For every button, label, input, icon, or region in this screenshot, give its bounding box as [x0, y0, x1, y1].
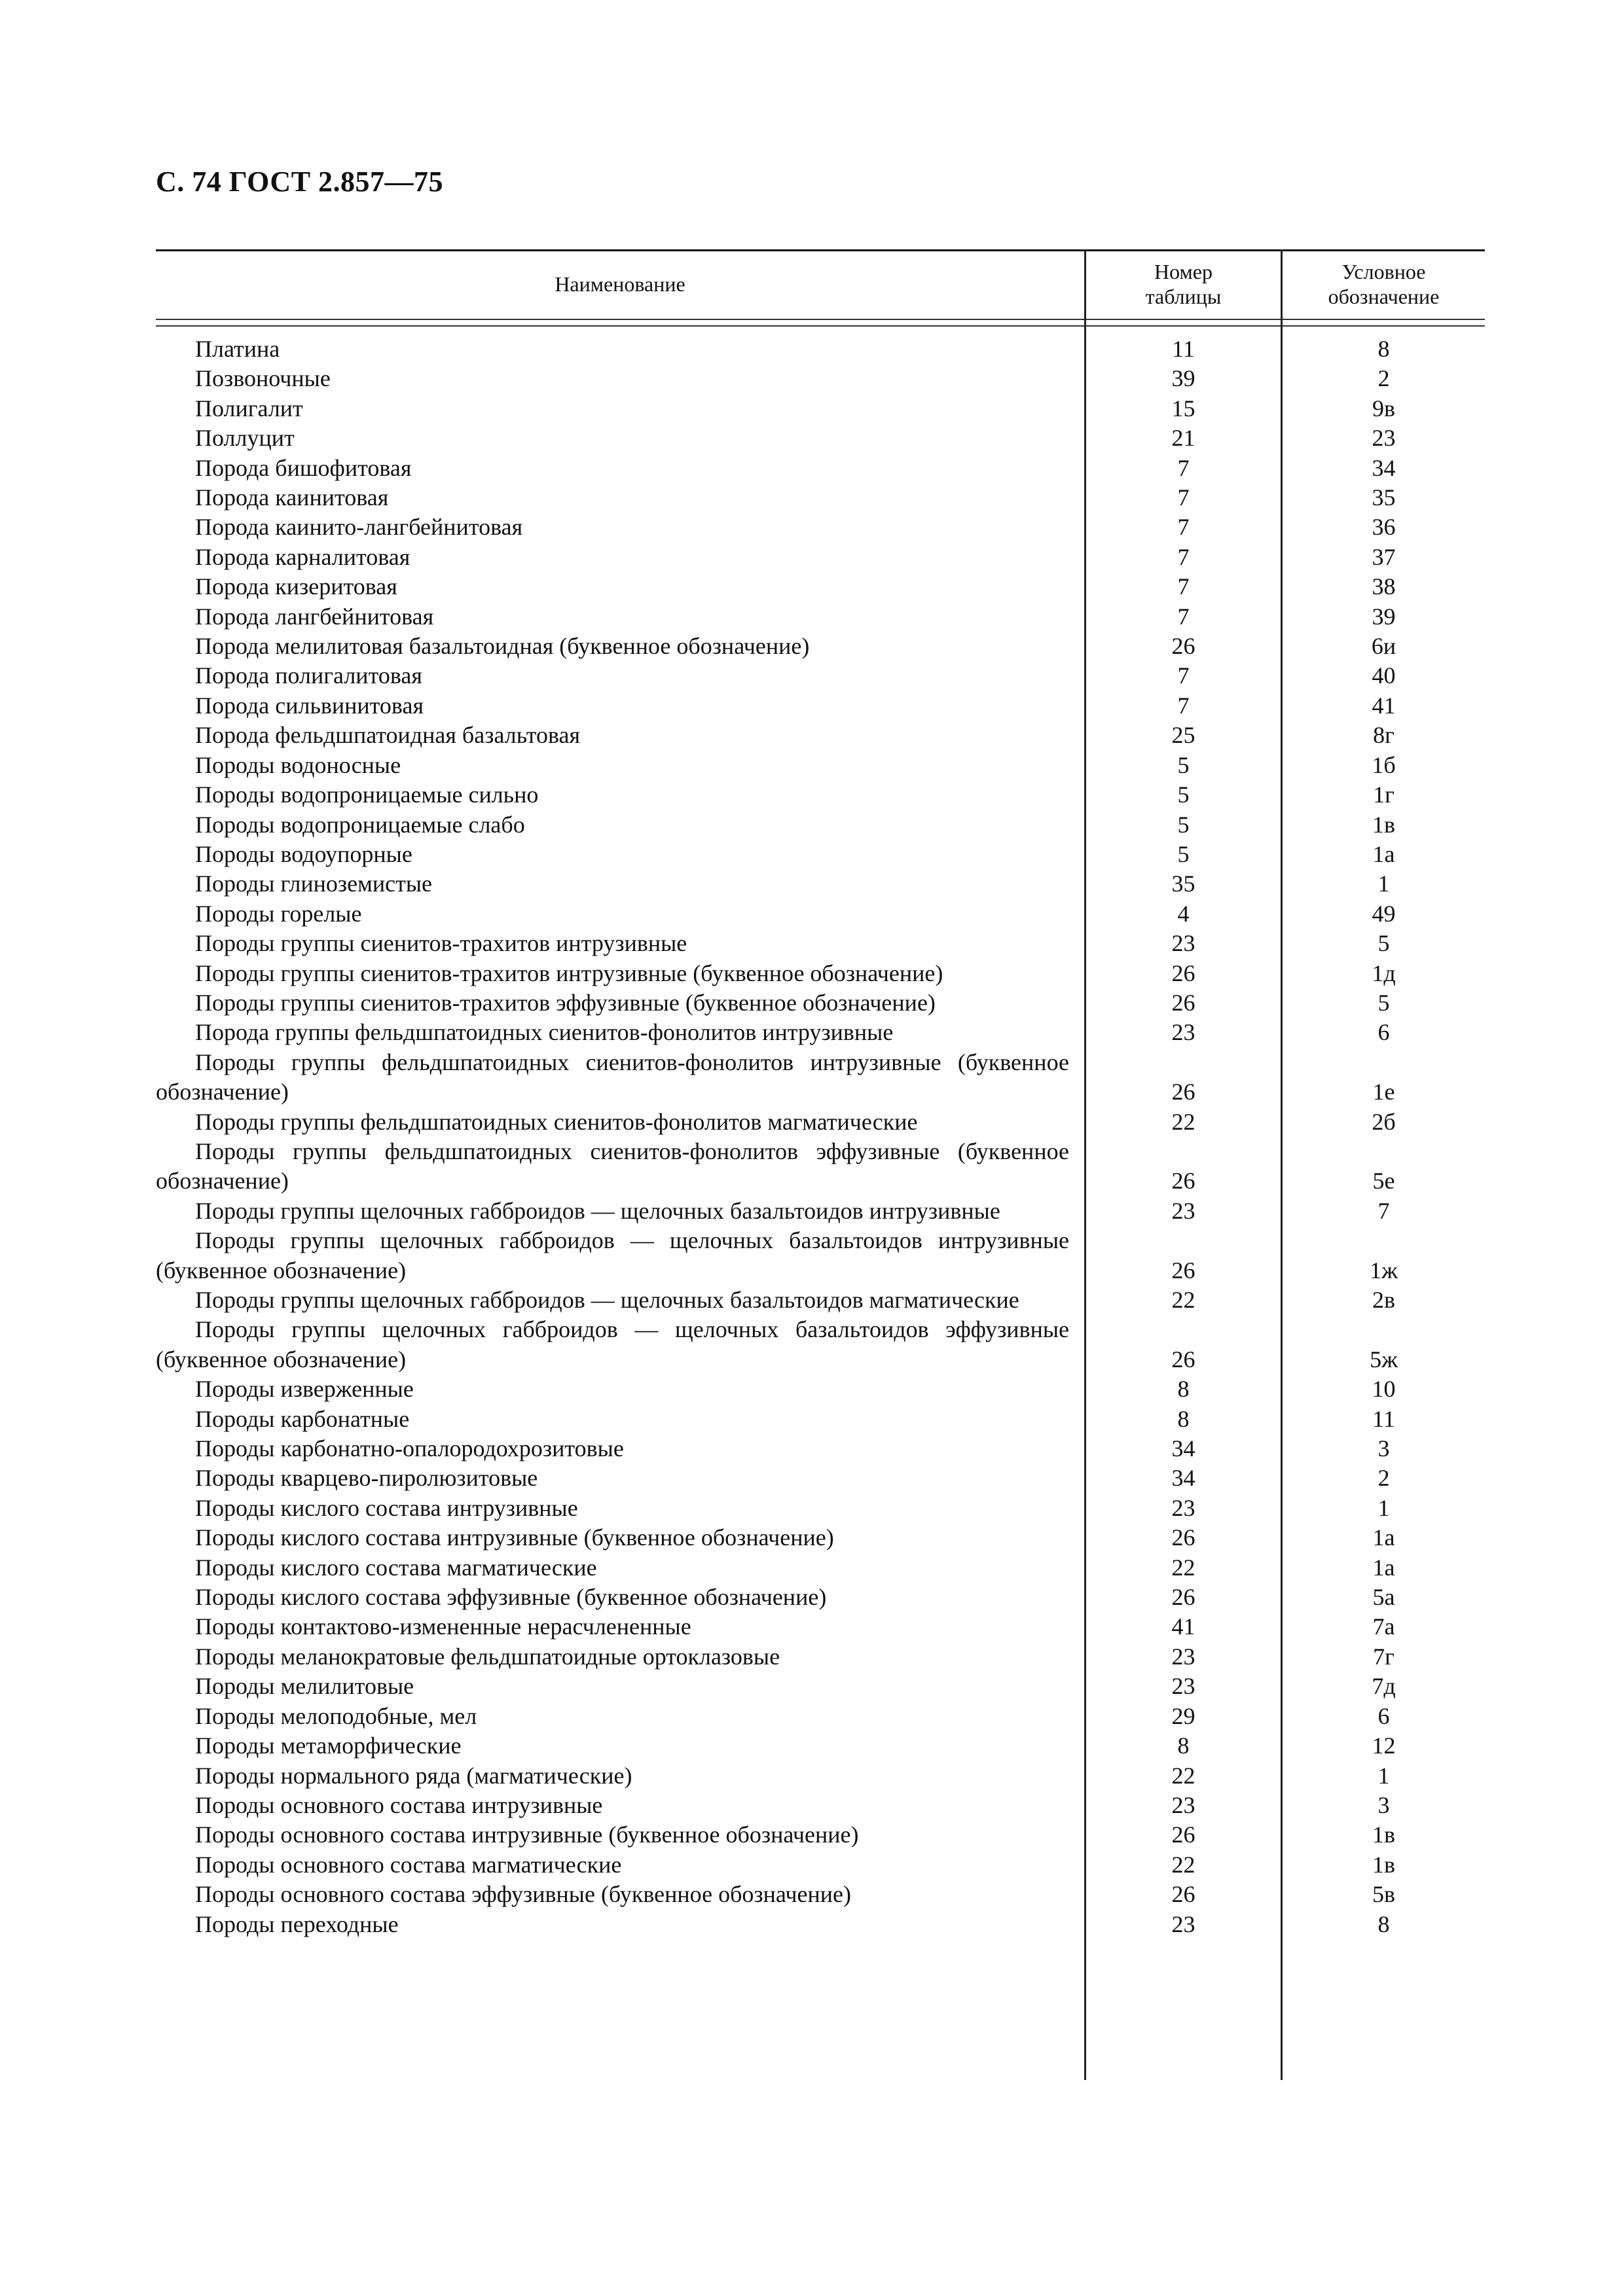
table-row — [156, 1910, 1485, 1939]
table-row — [156, 751, 1485, 780]
row-table-number: 41 — [1171, 1613, 1195, 1640]
row-table-number: 25 — [1171, 722, 1195, 749]
row-symbol: 5а — [1372, 1584, 1395, 1611]
row-name: Породы группы фельдшпатоидных сиенитов-фонолитов эффузивные (буквенное обозначение) — [156, 1138, 1069, 1194]
table-row — [156, 1820, 1485, 1850]
row-table-number: 34 — [1171, 1435, 1195, 1462]
row-table-number: 7 — [1177, 603, 1190, 630]
table-row — [156, 423, 1485, 453]
row-symbol: 36 — [1372, 514, 1396, 541]
row-symbol: 1д — [1372, 960, 1396, 986]
row-table-number: 26 — [1171, 1079, 1195, 1105]
row-symbol: 7г — [1373, 1643, 1395, 1670]
table-row — [156, 1583, 1485, 1612]
row-name: Породы карбонатно-опалородохрозитовые — [195, 1435, 624, 1462]
row-table-number: 23 — [1171, 1791, 1195, 1818]
row-name: Полигалит — [195, 395, 303, 422]
row-symbol: 5в — [1372, 1881, 1395, 1908]
row-name: Породы глиноземистые — [195, 870, 433, 897]
table-row — [156, 1523, 1485, 1552]
row-name: Породы кислого состава интрузивные (буквенное обозначение) — [195, 1524, 834, 1551]
header-rule-upper — [156, 319, 1485, 320]
row-symbol: 5е — [1372, 1168, 1395, 1194]
table-row — [156, 1315, 1485, 1374]
row-name: Порода каинитовая — [195, 484, 389, 511]
row-symbol: 1в — [1372, 1851, 1395, 1878]
row-name: Порода полигалитовая — [195, 662, 422, 689]
table-row — [156, 1374, 1485, 1404]
row-table-number: 8 — [1177, 1376, 1190, 1403]
column-header-table-number-line1: Номер — [1154, 260, 1213, 283]
row-symbol: 11 — [1372, 1405, 1395, 1432]
row-symbol: 40 — [1372, 662, 1396, 689]
column-header-name-label: Наименование — [555, 272, 685, 296]
row-name: Порода мелилитовая базальтоидная (буквенное обозначение) — [195, 633, 810, 660]
row-symbol: 1е — [1372, 1079, 1395, 1105]
row-symbol: 7 — [1377, 1197, 1390, 1224]
row-table-number: 23 — [1171, 1494, 1195, 1521]
table-row — [156, 483, 1485, 512]
table-row — [156, 899, 1485, 929]
table-row — [156, 602, 1485, 632]
table-row — [156, 1018, 1485, 1047]
row-symbol: 1а — [1372, 1554, 1395, 1581]
row-table-number: 26 — [1171, 633, 1195, 660]
row-symbol: 10 — [1372, 1376, 1396, 1403]
row-table-number: 35 — [1171, 870, 1195, 897]
row-symbol: 6и — [1371, 633, 1396, 660]
row-table-number: 22 — [1171, 1108, 1195, 1135]
row-name: Породы карбонатные — [195, 1405, 410, 1432]
row-name: Породы группы фельдшпатоидных сиенитов-фонолитов интрузивные (буквенное обозначение) — [156, 1049, 1069, 1105]
row-table-number: 4 — [1177, 900, 1190, 927]
row-symbol: 49 — [1372, 900, 1396, 927]
table-row — [156, 512, 1485, 542]
row-table-number: 26 — [1171, 1821, 1195, 1848]
column-header-symbol — [1283, 249, 1485, 319]
table-row — [156, 869, 1485, 899]
row-symbol: 2в — [1372, 1287, 1395, 1313]
row-name: Породы водопроницаемые слабо — [195, 811, 525, 838]
column-header-name — [156, 249, 1084, 319]
row-table-number: 21 — [1171, 425, 1195, 452]
row-name: Породы группы сиенитов-трахитов интрузивные (буквенное обозначение) — [195, 960, 943, 986]
table-row — [156, 1137, 1485, 1196]
row-symbol: 6 — [1377, 1702, 1390, 1729]
row-name: Породы метаморфические — [195, 1732, 462, 1759]
row-name: Породы кислого состава эффузивные (буквенное обозначение) — [195, 1584, 827, 1611]
row-symbol: 12 — [1372, 1732, 1396, 1759]
table-row — [156, 780, 1485, 810]
row-table-number: 8 — [1177, 1732, 1190, 1759]
column-header-symbol-line1: Условное — [1341, 260, 1426, 283]
row-name: Породы водоносные — [195, 751, 401, 778]
row-symbol: 1 — [1377, 1762, 1390, 1789]
table-row — [156, 364, 1485, 393]
row-symbol: 38 — [1372, 573, 1396, 600]
table-row — [156, 1672, 1485, 1701]
row-table-number: 26 — [1171, 1881, 1195, 1908]
table-row — [156, 1405, 1485, 1434]
row-table-number: 22 — [1171, 1554, 1195, 1581]
table-row — [156, 543, 1485, 572]
row-symbol: 1ж — [1370, 1257, 1398, 1283]
row-table-number: 7 — [1177, 543, 1190, 570]
row-table-number: 23 — [1171, 930, 1195, 957]
table-row — [156, 959, 1485, 988]
table-row — [156, 1494, 1485, 1523]
table-row — [156, 1880, 1485, 1909]
table-row — [156, 1642, 1485, 1672]
table-row — [156, 1761, 1485, 1791]
row-table-number: 11 — [1172, 336, 1195, 362]
table-row — [156, 1048, 1485, 1107]
row-name: Порода карналитовая — [195, 543, 410, 570]
page-header: С. 74 ГОСТ 2.857—75 — [156, 166, 444, 198]
row-name: Породы основного состава интрузивные (буквенное обозначение) — [195, 1821, 859, 1848]
row-name: Порода сильвинитовая — [195, 692, 424, 719]
table-row — [156, 929, 1485, 958]
row-symbol: 3 — [1377, 1791, 1390, 1818]
row-name: Породы меланократовые фельдшпатоидные ортоклазовые — [195, 1643, 780, 1670]
row-name: Поллуцит — [195, 425, 295, 452]
row-name: Порода фельдшпатоидная базальтовая — [195, 722, 581, 749]
row-name: Породы группы щелочных габброидов — щелочных базальтоидов интрузивные — [195, 1197, 1000, 1224]
row-symbol: 5ж — [1370, 1346, 1398, 1372]
row-symbol: 6 — [1377, 1019, 1390, 1046]
row-name: Породы водопроницаемые сильно — [195, 781, 539, 808]
table-row — [156, 661, 1485, 691]
row-symbol: 37 — [1372, 543, 1396, 570]
row-name: Породы группы щелочных габброидов — щелочных базальтоидов магматические — [195, 1287, 1019, 1313]
row-name: Породы группы щелочных габброидов — щелочных базальтоидов эффузивные (буквенное обозначение) — [156, 1316, 1069, 1372]
row-name: Породы нормального ряда (магматические) — [195, 1762, 632, 1789]
row-name: Породы горелые — [195, 900, 362, 927]
row-name: Порода лангбейнитовая — [195, 603, 434, 630]
row-name: Породы кислого состава интрузивные — [195, 1494, 578, 1521]
row-symbol: 1б — [1372, 751, 1396, 778]
row-name: Породы водоупорные — [195, 840, 412, 867]
table-row — [156, 1850, 1485, 1880]
row-name: Породы группы щелочных габброидов — щелочных базальтоидов интрузивные (буквенное обозначение) — [156, 1227, 1069, 1283]
row-symbol: 1г — [1373, 781, 1395, 808]
row-table-number: 34 — [1171, 1465, 1195, 1492]
table-row — [156, 334, 1485, 364]
row-symbol: 5 — [1377, 989, 1390, 1016]
table-row — [156, 572, 1485, 601]
row-table-number: 26 — [1171, 989, 1195, 1016]
table-row — [156, 1285, 1485, 1315]
row-name: Платина — [195, 336, 280, 362]
row-table-number: 26 — [1171, 1584, 1195, 1611]
table-row — [156, 691, 1485, 721]
table-row — [156, 1107, 1485, 1137]
row-name: Породы группы сиенитов-трахитов интрузивные — [195, 930, 687, 957]
row-symbol: 1а — [1372, 840, 1395, 867]
table-row — [156, 1731, 1485, 1761]
table-row — [156, 394, 1485, 423]
row-table-number: 7 — [1177, 514, 1190, 541]
row-name: Породы основного состава интрузивные — [195, 1791, 603, 1818]
row-table-number: 7 — [1177, 454, 1190, 481]
table-row — [156, 1791, 1485, 1820]
row-symbol: 8 — [1377, 1910, 1390, 1937]
table-row — [156, 1226, 1485, 1285]
row-symbol: 2 — [1377, 365, 1390, 392]
row-name: Породы мелоподобные, мел — [195, 1702, 477, 1729]
row-symbol: 2 — [1377, 1465, 1390, 1492]
row-table-number: 8 — [1177, 1405, 1190, 1432]
row-name: Позвоночные — [195, 365, 331, 392]
row-symbol: 3 — [1377, 1435, 1390, 1462]
row-table-number: 5 — [1177, 781, 1190, 808]
row-symbol: 7д — [1372, 1673, 1396, 1700]
table-row — [156, 1612, 1485, 1641]
row-table-number: 29 — [1171, 1702, 1195, 1729]
column-header-symbol-line2: обозначение — [1328, 285, 1440, 308]
row-symbol: 5 — [1377, 930, 1390, 957]
row-name: Породы основного состава магматические — [195, 1851, 622, 1878]
row-symbol: 23 — [1372, 425, 1396, 452]
row-table-number: 7 — [1177, 692, 1190, 719]
row-table-number: 22 — [1171, 1287, 1195, 1313]
row-table-number: 26 — [1171, 1346, 1195, 1372]
column-header-table-number — [1086, 249, 1281, 319]
table-row — [156, 810, 1485, 840]
row-table-number: 23 — [1171, 1019, 1195, 1046]
column-header-table-number-line2: таблицы — [1145, 285, 1222, 308]
table-row — [156, 632, 1485, 661]
row-symbol: 1а — [1372, 1524, 1395, 1551]
row-table-number: 7 — [1177, 484, 1190, 511]
row-table-number: 26 — [1171, 1524, 1195, 1551]
table-row — [156, 1463, 1485, 1493]
table-row — [156, 721, 1485, 750]
row-name: Породы переходные — [195, 1910, 399, 1937]
row-table-number: 22 — [1171, 1762, 1195, 1789]
row-table-number: 7 — [1177, 662, 1190, 689]
row-table-number: 26 — [1171, 1168, 1195, 1194]
row-table-number: 26 — [1171, 960, 1195, 986]
row-name: Породы мелилитовые — [195, 1673, 414, 1700]
row-table-number: 23 — [1171, 1673, 1195, 1700]
table-row — [156, 1702, 1485, 1731]
row-table-number: 23 — [1171, 1197, 1195, 1224]
row-symbol: 1в — [1372, 1821, 1395, 1848]
row-name: Порода каинито-лангбейнитовая — [195, 514, 523, 541]
row-name: Порода группы фельдшпатоидных сиенитов-фонолитов интрузивные — [195, 1019, 894, 1046]
row-symbol: 1 — [1377, 870, 1390, 897]
row-name: Порода кизеритовая — [195, 573, 397, 600]
row-symbol: 34 — [1372, 454, 1396, 481]
row-table-number: 23 — [1171, 1910, 1195, 1937]
table-row — [156, 1434, 1485, 1463]
row-name: Породы кислого состава магматические — [195, 1554, 597, 1581]
row-symbol: 1в — [1372, 811, 1395, 838]
row-name: Породы группы фельдшпатоидных сиенитов-фонолитов магматические — [195, 1108, 918, 1135]
row-name: Породы кварцево-пиролюзитовые — [195, 1465, 538, 1492]
table-body — [156, 334, 1485, 1939]
row-symbol: 9в — [1372, 395, 1395, 422]
row-table-number: 26 — [1171, 1257, 1195, 1283]
row-name: Породы основного состава эффузивные (буквенное обозначение) — [195, 1881, 852, 1908]
row-name: Породы изверженные — [195, 1376, 414, 1403]
row-table-number: 7 — [1177, 573, 1190, 600]
row-name: Порода бишофитовая — [195, 454, 412, 481]
row-name: Породы группы сиенитов-трахитов эффузивные (буквенное обозначение) — [195, 989, 936, 1016]
header-rule-lower — [156, 325, 1485, 327]
row-table-number: 23 — [1171, 1643, 1195, 1670]
row-symbol: 8г — [1373, 722, 1395, 749]
row-symbol: 39 — [1372, 603, 1396, 630]
row-table-number: 39 — [1171, 365, 1195, 392]
row-symbol: 7а — [1372, 1613, 1395, 1640]
row-symbol: 35 — [1372, 484, 1396, 511]
row-name: Породы контактово-измененные нерасчлененные — [195, 1613, 691, 1640]
table-row — [156, 454, 1485, 483]
table-row — [156, 840, 1485, 869]
row-table-number: 5 — [1177, 751, 1190, 778]
table-row — [156, 1553, 1485, 1583]
table-row — [156, 988, 1485, 1018]
row-symbol: 2б — [1372, 1108, 1396, 1135]
row-table-number: 15 — [1171, 395, 1195, 422]
row-table-number: 22 — [1171, 1851, 1195, 1878]
row-symbol: 8 — [1377, 336, 1390, 362]
row-symbol: 1 — [1377, 1494, 1390, 1521]
row-table-number: 5 — [1177, 811, 1190, 838]
table-row — [156, 1196, 1485, 1226]
row-table-number: 5 — [1177, 840, 1190, 867]
row-symbol: 41 — [1372, 692, 1396, 719]
